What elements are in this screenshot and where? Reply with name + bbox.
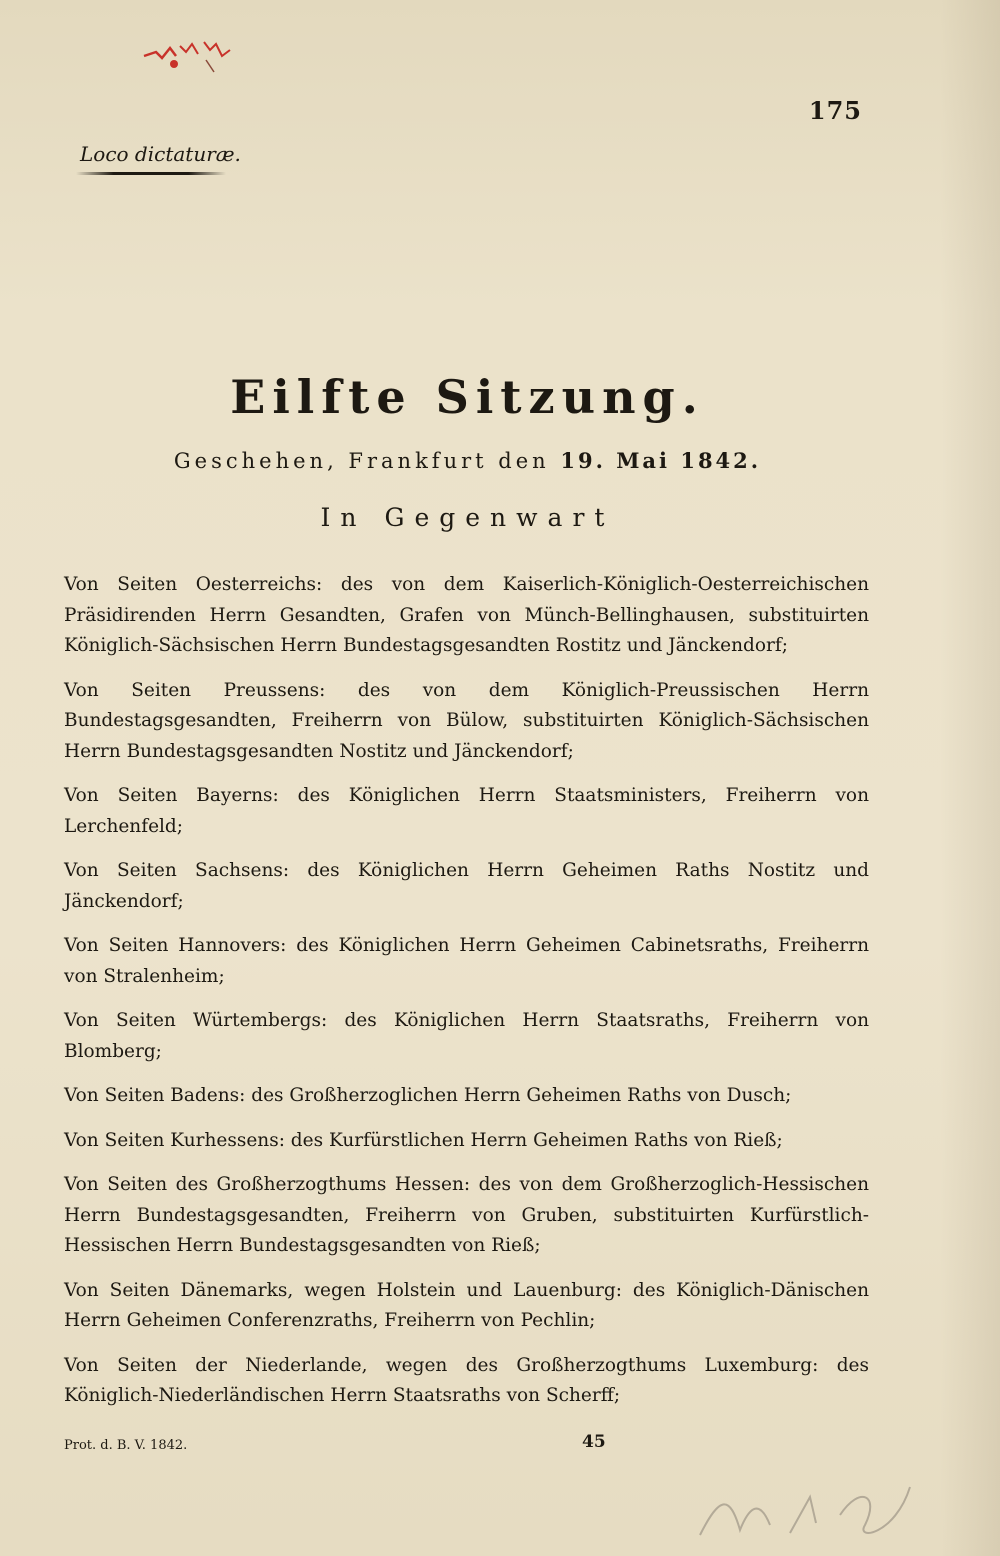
red-library-stamp-icon: [140, 38, 235, 78]
loco-dictaturae-note: Loco dictaturæ.: [80, 142, 241, 166]
attendance-entry-daenemark: Von Seiten Dänemarks, wegen Holstein und Lauenburg: des Königlich-Dänischen Herrn Geheimen Conferenzraths, Freiherrn von Pechlin;: [64, 1279, 869, 1331]
attendance-entry-sachsen: Von Seiten Sachsens: des Königlichen Herrn Geheimen Raths Nostitz und Jänckendorf;: [64, 860, 869, 912]
footer-protocol-ref: Prot. d. B. V. 1842.: [64, 1438, 188, 1453]
attendance-entry-baden: Von Seiten Badens: des Großherzoglichen Herrn Geheimen Raths von Dusch;: [64, 1085, 792, 1106]
attendance-entry-niederlande: Von Seiten der Niederlande, wegen des Großherzogthums Luxemburg: des Königlich-Niederländischen Herrn Staatsraths von Scherff;: [64, 1354, 869, 1406]
pencil-mark-icon: [690, 1475, 920, 1545]
presence-heading: In Gegenwart: [320, 503, 615, 532]
attendance-entry-wuertemberg: Von Seiten Würtembergs: des Königlichen Herrn Staatsraths, Freiherrn von Blomberg;: [64, 1010, 869, 1062]
note-underline: [76, 172, 226, 175]
attendance-entry-oesterreich: Von Seiten Oesterreichs: des von dem Kaiserlich-Königlich-Oesterreichischen Präsidirenden Herrn Gesandten, Grafen von Münch-Bellinghausen, substituirten Königlich-Sächsischen Herrn Bundestagsgesandten Rostitz und Jänckendorf;: [64, 574, 869, 656]
page-number: 175: [808, 96, 862, 125]
attendance-entry-preussen: Von Seiten Preussens: des von dem Königlich-Preussischen Herrn Bundestagsgesandten, Freiherrn von Bülow, substituirten Königlich-Sächsischen Herrn Bundestagsgesandten Nostitz und Jänckendorf;: [64, 679, 869, 762]
attendance-entry-hessen: Von Seiten des Großherzogthums Hessen: des von dem Großherzoglich-Hessischen Herrn Bundestagsgesandten, Freiherrn von Gruben, substituirten Kurfürstlich-Hessischen Herrn Bundestagsgesandten von Rieß;: [64, 1174, 869, 1256]
footer-signature-mark: 45: [582, 1432, 606, 1452]
session-title: Eilfte Sitzung.: [230, 370, 705, 424]
attendance-entry-hannover: Von Seiten Hannovers: des Königlichen Herrn Geheimen Cabinetsraths, Freiherrn von Stralenheim;: [64, 935, 869, 987]
attendance-entry-bayern: Von Seiten Bayerns: des Königlichen Herrn Staatsministers, Freiherrn von Lerchenfeld;: [64, 785, 869, 837]
page-edge-shadow: [940, 0, 1000, 1556]
session-subtitle: [0, 448, 935, 473]
attendance-entry-kurhessen: Von Seiten Kurhessens: des Kurfürstlichen Herrn Geheimen Raths von Rieß;: [64, 1129, 783, 1151]
subtitle-prefix: Geschehen, Frankfurt den: [173, 449, 550, 473]
attendance-list: [64, 570, 869, 1426]
subtitle-date: 19. Mai 1842.: [560, 448, 762, 473]
